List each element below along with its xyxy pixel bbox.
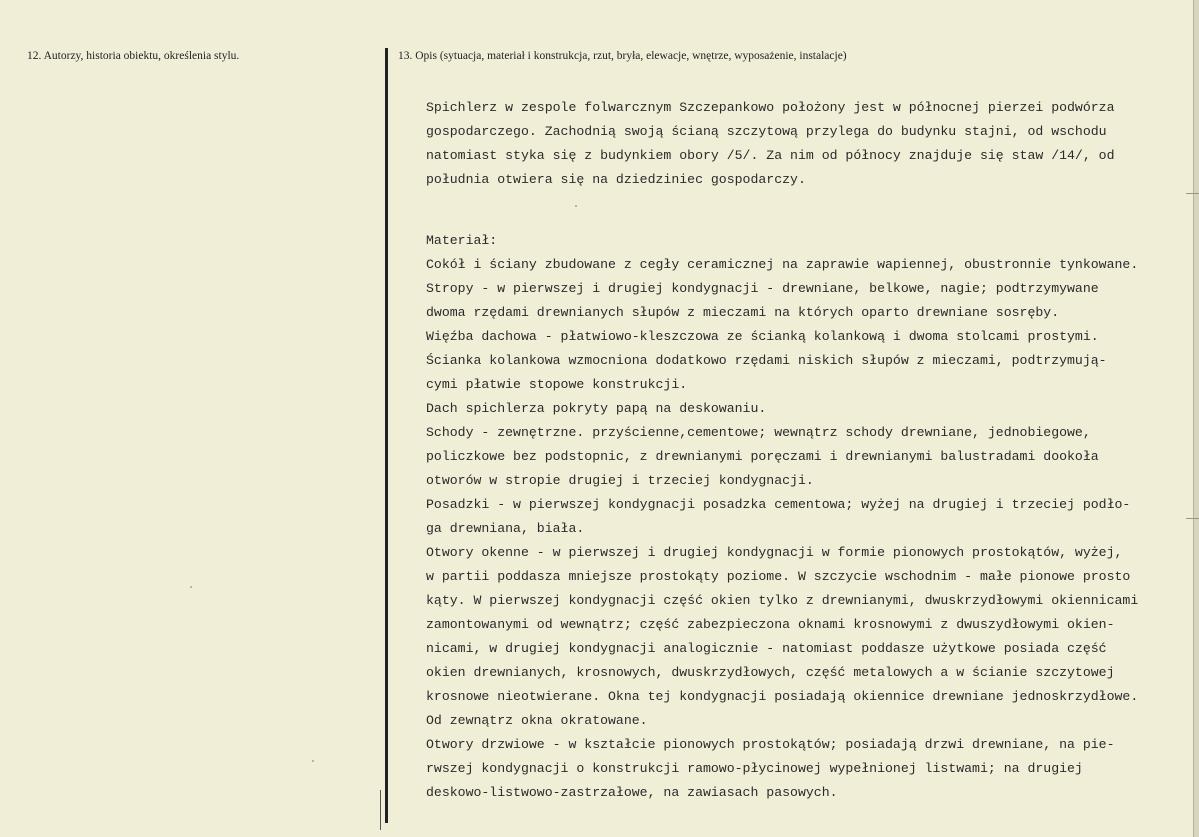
body-line: otworów w stropie drugiej i trzeciej kondygnacji.: [426, 473, 814, 488]
body-line: Cokół i ściany zbudowane z cegły ceramicznej na zaprawie wapiennej, obustronnie tynkowane.: [426, 257, 1139, 272]
material-heading: Materiał:: [426, 233, 498, 248]
body-line: kąty. W pierwszej kondygnacji część okien tylko z drewnianymi, dwuskrzydłowymi okiennicami: [426, 593, 1139, 608]
body-line: policzkowe bez podstopnic, z drewnianymi poręczami i drewnianymi balustradami dookoła: [426, 449, 1099, 464]
body-line: dwoma rzędami drewnianych słupów z mieczami na których oparto drewniane sosręby.: [426, 305, 1060, 320]
edge-mark: [1186, 518, 1199, 519]
body-line: Stropy - w pierwszej i drugiej kondygnacji - drewniane, belkowe, nagie; podtrzymywane: [426, 281, 1099, 296]
body-line: Otwory drzwiowe - w kształcie pionowych prostokątów; posiadają drzwi drewniane, na pie-: [426, 737, 1115, 752]
column-divider-shadow: [380, 790, 381, 830]
body-line: Ścianka kolankowa wzmocniona dodatkowo rzędami niskich słupów z mieczami, podtrzymują-: [426, 353, 1107, 368]
body-line: natomiast styka się z budynkiem obory /5/. Za nim od północy znajduje się staw /14/, od: [426, 148, 1115, 163]
paragraph-spacer: [426, 216, 1199, 229]
body-line: Schody - zewnętrzne. przyścienne,cementowe; wewnątrz schody drewniane, jednobiegowe,: [426, 425, 1091, 440]
body-line: południa otwiera się na dziedziniec gospodarczy.: [426, 172, 806, 187]
column-divider: [385, 48, 388, 823]
page-right-edge: [1193, 0, 1199, 837]
body-line: nicami, w drugiej kondygnacji analogicznie - natomiast poddasze użytkowe posiada część: [426, 641, 1107, 656]
body-line: okien drewnianych, krosnowych, dwuskrzydłowych, część metalowych a w ścianie szczytowej: [426, 665, 1115, 680]
body-line: Od zewnątrz okna okratowane.: [426, 713, 648, 728]
body-line: Więźba dachowa - płatwiowo-kleszczowa ze ścianką kolankową i dwoma stolcami prostymi.: [426, 329, 1099, 344]
body-line: ga drewniana, biała.: [426, 521, 585, 536]
edge-mark: [1186, 193, 1199, 194]
body-line: Dach spichlerza pokryty papą na deskowaniu.: [426, 401, 767, 416]
section-13-header: 13. Opis (sytuacja, materiał i konstrukcja, rzut, bryła, elewacje, wnętrze, wyposażenie, instalacje): [398, 50, 847, 62]
paper-speck: [312, 760, 314, 762]
body-line: w partii poddasza mniejsze prostokąty poziome. W szczycie wschodnim - małe pionowe prosto: [426, 569, 1131, 584]
body-line: deskowo-listwowo-zastrzałowe, na zawiasach pasowych.: [426, 785, 838, 800]
paper-speck: [190, 586, 192, 588]
section-12-header: 12. Autorzy, historia obiektu, określenia stylu.: [27, 50, 240, 62]
body-line: Otwory okenne - w pierwszej i drugiej kondygnacji w formie pionowych prostokątów, wyżej,: [426, 545, 1123, 560]
body-line: krosnowe nieotwierane. Okna tej kondygnacji posiadają okiennice drewniane jednoskrzydłowe.: [426, 689, 1139, 704]
body-line: gospodarczego. Zachodnią swoją ścianą szczytową przylega do budynku stajni, od wschodu: [426, 124, 1107, 139]
description-body: [426, 96, 1199, 805]
body-line: Posadzki - w pierwszej kondygnacji posadzka cementowa; wyżej na drugiej i trzeciej podło-: [426, 497, 1131, 512]
body-line: Spichlerz w zespole folwarcznym Szczepankowo położony jest w północnej pierzei podwórza: [426, 100, 1115, 115]
paragraph-spacer: [426, 192, 1199, 216]
paper-speck: [575, 205, 577, 207]
body-line: zamontowanymi od wewnątrz; część zabezpieczona oknami krosnowymi z dwuszydłowymi okien-: [426, 617, 1115, 632]
body-line: rwszej kondygnacji o konstrukcji ramowo-płycinowej wypełnionej listwami; na drugiej: [426, 761, 1083, 776]
body-line: cymi płatwie stopowe konstrukcji.: [426, 377, 688, 392]
